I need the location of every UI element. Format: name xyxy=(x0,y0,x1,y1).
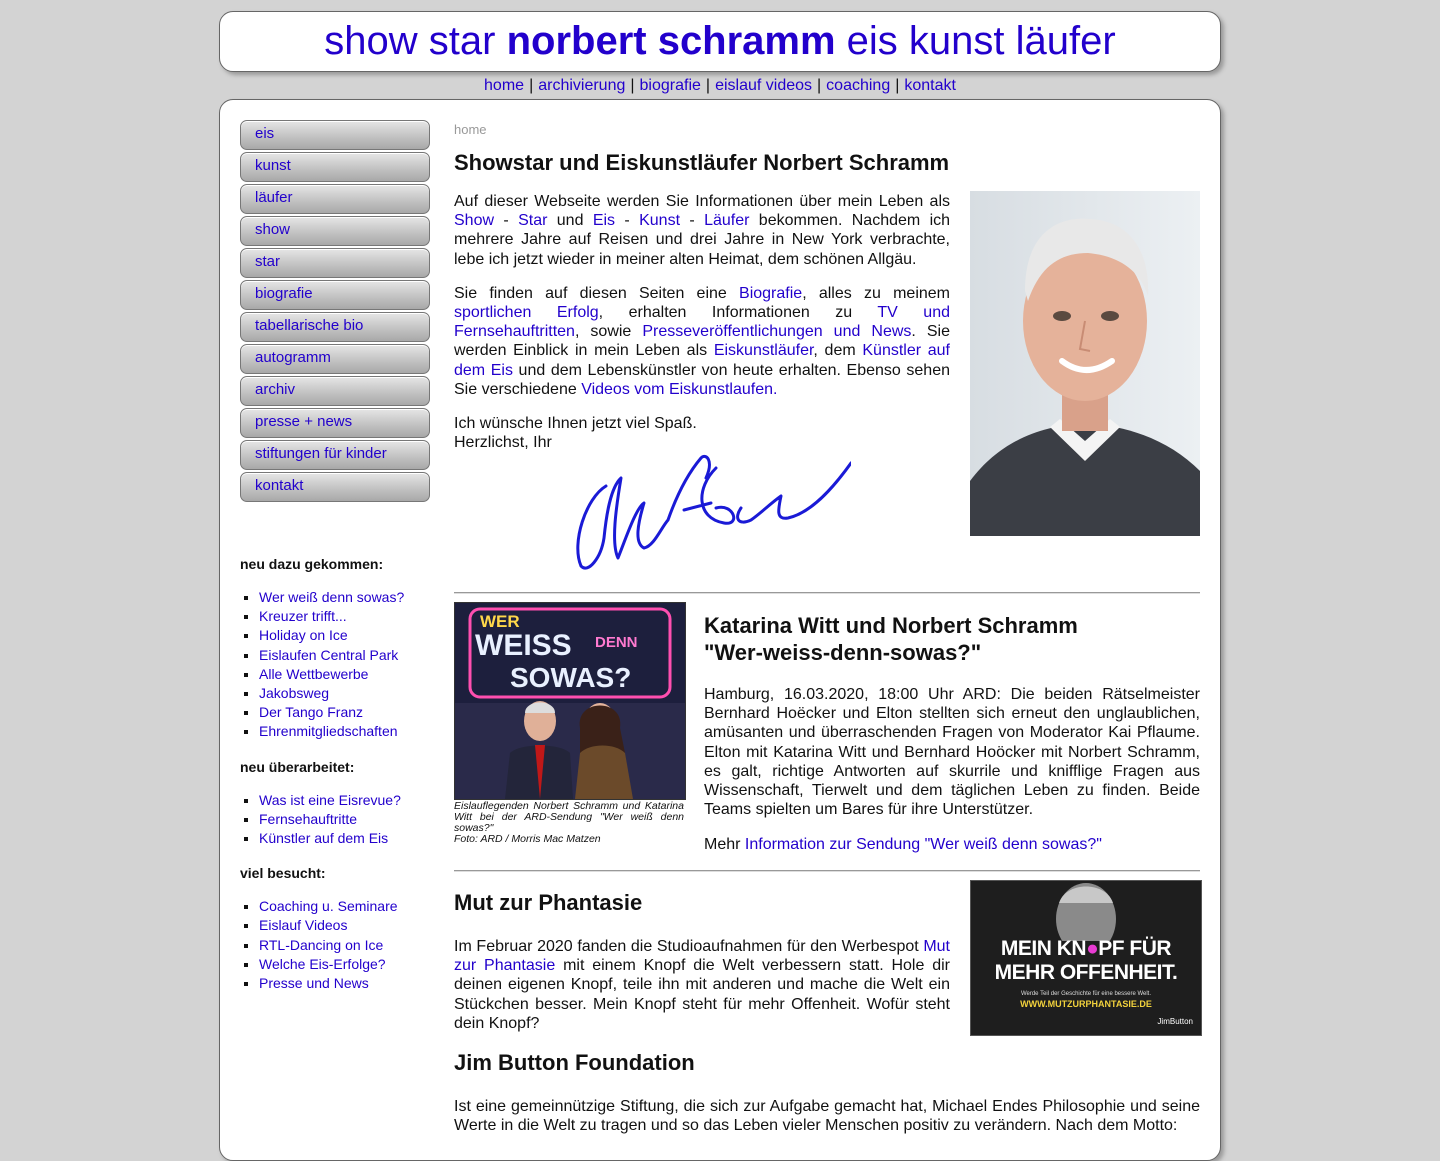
list-item: ▪ Eislauf Videos xyxy=(259,916,430,935)
sidenav-item-show[interactable]: show xyxy=(240,216,430,246)
list-item: ▪ Welche Eis-Erfolge? xyxy=(259,955,430,974)
button-icon: ● xyxy=(1086,937,1099,960)
main-panel xyxy=(219,99,1221,1161)
site-header xyxy=(219,11,1221,72)
list-item: ▪ Künstler auf dem Eis xyxy=(259,829,430,848)
divider xyxy=(454,592,1200,594)
svg-text:WEISS: WEISS xyxy=(475,629,572,662)
link-videos[interactable]: Videos vom Eiskunstlaufen. xyxy=(581,380,778,398)
list-item: ▪ Wer weiß denn sowas? xyxy=(259,588,430,607)
new-heading: neu dazu gekommen: xyxy=(240,556,384,572)
list-item: ▪ Jakobsweg xyxy=(259,684,430,703)
topnav-kontakt[interactable]: kontakt xyxy=(904,77,956,94)
list-item: ▪ Coaching u. Seminare xyxy=(259,897,430,916)
divider xyxy=(454,870,1200,872)
svg-text:SOWAS?: SOWAS? xyxy=(510,662,632,693)
list-item: ▪ Kreuzer trifft... xyxy=(259,607,430,626)
link-laeufer[interactable]: Läufer xyxy=(704,212,750,230)
sidenav-item-star[interactable]: star xyxy=(240,248,430,278)
svg-text:DENN: DENN xyxy=(595,634,638,651)
closing-line-1: Ich wünsche Ihnen jetzt viel Spaß. xyxy=(454,415,697,433)
portrait-illustration xyxy=(970,191,1200,536)
mut-heading: Mut zur Phantasie xyxy=(454,890,643,915)
sidenav-item-biografie[interactable]: biografie xyxy=(240,280,430,310)
sidenav-item-stiftungen[interactable]: stiftungen für kinder xyxy=(240,440,430,470)
closing-line-2: Herzlichst, Ihr xyxy=(454,434,552,452)
sidenav-item-eis[interactable]: eis xyxy=(240,120,430,150)
link-presse[interactable]: Presseveröffentlichungen und News xyxy=(642,323,912,341)
link-star[interactable]: Star xyxy=(518,212,548,230)
mut-banner-slogan: MEIN KN●PF FÜR MEHR OFFENHEIT. xyxy=(994,937,1178,984)
jim-heading: Jim Button Foundation xyxy=(454,1050,695,1075)
intro-text xyxy=(454,192,950,452)
link-eis[interactable]: Eis xyxy=(592,212,616,230)
topnav-biografie[interactable]: biografie xyxy=(639,77,701,94)
topnav-home[interactable]: home xyxy=(484,77,525,94)
intro-paragraph-2: Sie finden auf diesen Seiten eine Biografie, alles zu meinem sportlichen Erfolg, erhalten Informationen zu TV und Fernsehauftritten, sowie Presseveröffentlichungen und News. Sie werden Einblick in mein Leben als Eiskunstläufer, dem Künstler auf dem Eis und dem Lebenskünstler von heute erhalten. Ebenso sehen Sie verschiedene Videos vom Eiskunstlaufen. xyxy=(454,284,951,398)
list-item: ▪ Ehrenmitgliedschaften xyxy=(259,722,430,741)
witt-photo-illustration xyxy=(455,603,685,799)
link-biografie[interactable]: Biografie xyxy=(739,284,803,302)
site-title[interactable]: show star norbert schramm eis kunst läufer xyxy=(324,19,1116,63)
mut-banner-portrait xyxy=(971,881,1201,941)
link-kuenstler-eis[interactable]: Künstler auf dem Eis xyxy=(454,342,950,379)
side-navigation xyxy=(240,120,430,504)
link-kunst[interactable]: Kunst xyxy=(639,212,681,230)
list-item: ▪ Fernsehauftritte xyxy=(259,810,430,829)
jim-text: Ist eine gemeinnützige Stiftung, die sich zur Aufgabe gemacht hat, Michael Endes Philosophie und seine Werte in die Welt zu tragen und so das Leben vieler Menschen positiv zu verändern. Nach dem Motto: xyxy=(454,1098,1200,1135)
list-item: ▪ Eislaufen Central Park xyxy=(259,646,430,665)
visited-list xyxy=(240,897,430,993)
witt-more-link[interactable]: Information zur Sendung "Wer weiß denn sowas?" xyxy=(744,836,1102,854)
list-item: ▪ Alle Wettbewerbe xyxy=(259,665,430,684)
sidenav-item-kontakt[interactable]: kontakt xyxy=(240,472,430,502)
visited-heading: viel besucht: xyxy=(240,865,326,882)
sidebar-lists xyxy=(240,556,430,1010)
link-sportlichen-erfolg[interactable]: sportlichen Erfolg xyxy=(454,304,599,322)
list-item: ▪ Was ist eine Eisrevue? xyxy=(259,791,430,810)
top-navigation: home | archivierung | biografie | eislauf videos | coaching | kontakt xyxy=(484,77,956,94)
mut-text: Im Februar 2020 fanden die Studioaufnahmen für den Werbespot Mut zur Phantasie mit einem Knopf die Welt verbessern statt. Hole dir deinen eigenen Knopf, teile ihn mit anderen und mache die Welt ein Stückchen besser. Mein Knopf steht für mehr Offenheit. Wofür steht dein Knopf? xyxy=(454,938,950,1032)
list-item: ▪ RTL-Dancing on Ice xyxy=(259,936,430,955)
mut-banner-image: MEIN KN●PF FÜR MEHR OFFENHEIT. Werde Teil der Geschichte für eine bessere Welt. WWW.MUTZURPHANTASIE.DE JimButton xyxy=(970,880,1202,1036)
sidenav-item-autogramm[interactable]: autogramm xyxy=(240,344,430,374)
sidenav-item-kunst[interactable]: kunst xyxy=(240,152,430,182)
new-list xyxy=(240,588,430,742)
link-tv-auftritte[interactable]: TV und Fernsehauftritten xyxy=(454,304,950,341)
svg-text:WER: WER xyxy=(480,612,520,631)
witt-photo xyxy=(454,602,686,800)
witt-text: Hamburg, 16.03.2020, 18:00 Uhr ARD: Die beiden Rätselmeister Bernhard Hoëcker und Elton stellten sich erneut den unglaublichen, amüsanten und überraschenden Fragen von Moderator Kai Pflaume. Elton mit Katarina Witt und Bernhard Hoöcker mit Norbert Schramm, es galt, richtige Antworten auf skurrile und knifflige Fragen aus Wissenschaft, Tierwelt und dem täglichen Leben zu finden. Beide Teams spielten um Bares für ihre Unterstützer. Mehr Information zur Sendung "Wer weiß denn sowas?" xyxy=(704,686,1200,854)
sidenav-item-presse-news[interactable]: presse + news xyxy=(240,408,430,438)
witt-photo-caption: Eislauflegenden Norbert Schramm und Katarina Witt bei der ARD-Sendung "Wer weiß denn sowas?" Foto: ARD / Morris Mac Matzen xyxy=(454,800,684,845)
sidenav-item-archiv[interactable]: archiv xyxy=(240,376,430,406)
topnav-coaching[interactable]: coaching xyxy=(826,77,891,94)
list-item: ▪ Holiday on Ice xyxy=(259,626,430,645)
sidenav-item-tabellarische-bio[interactable]: tabellarische bio xyxy=(240,312,430,342)
sidenav-item-laeufer[interactable]: läufer xyxy=(240,184,430,214)
portrait-photo xyxy=(970,191,1200,536)
jimbutton-logo: JimButton xyxy=(1157,1017,1193,1026)
revised-heading: neu überarbeitet: xyxy=(240,758,355,775)
witt-heading: Katarina Witt und Norbert Schramm "Wer-weiss-denn-sowas?" xyxy=(704,613,1078,665)
signature-image xyxy=(566,448,851,576)
intro-paragraph-1: Auf dieser Webseite werden Sie Informationen über mein Leben als Show - Star und Eis - Kunst - Läufer bekommen. Nachdem ich mehrere Jahre auf Reisen und drei Jahre in New York verbrachte, lebe ich jetzt wieder in meiner alten Heimat, dem schönen Allgäu. xyxy=(454,193,951,268)
mut-link[interactable]: Mut zur Phantasie xyxy=(454,938,950,975)
link-eiskunstlaeufer[interactable]: Eiskunstläufer xyxy=(713,342,814,360)
list-item: ▪ Presse und News xyxy=(259,974,430,993)
topnav-archivierung[interactable]: archivierung xyxy=(538,77,626,94)
topnav-eislauf-videos[interactable]: eislauf videos xyxy=(715,77,813,94)
revised-list xyxy=(240,791,430,849)
page-title: Showstar und Eiskunstläufer Norbert Schramm xyxy=(454,150,950,175)
link-show[interactable]: Show xyxy=(454,212,495,230)
list-item: ▪ Der Tango Franz xyxy=(259,703,430,722)
breadcrumb: home xyxy=(454,122,487,137)
